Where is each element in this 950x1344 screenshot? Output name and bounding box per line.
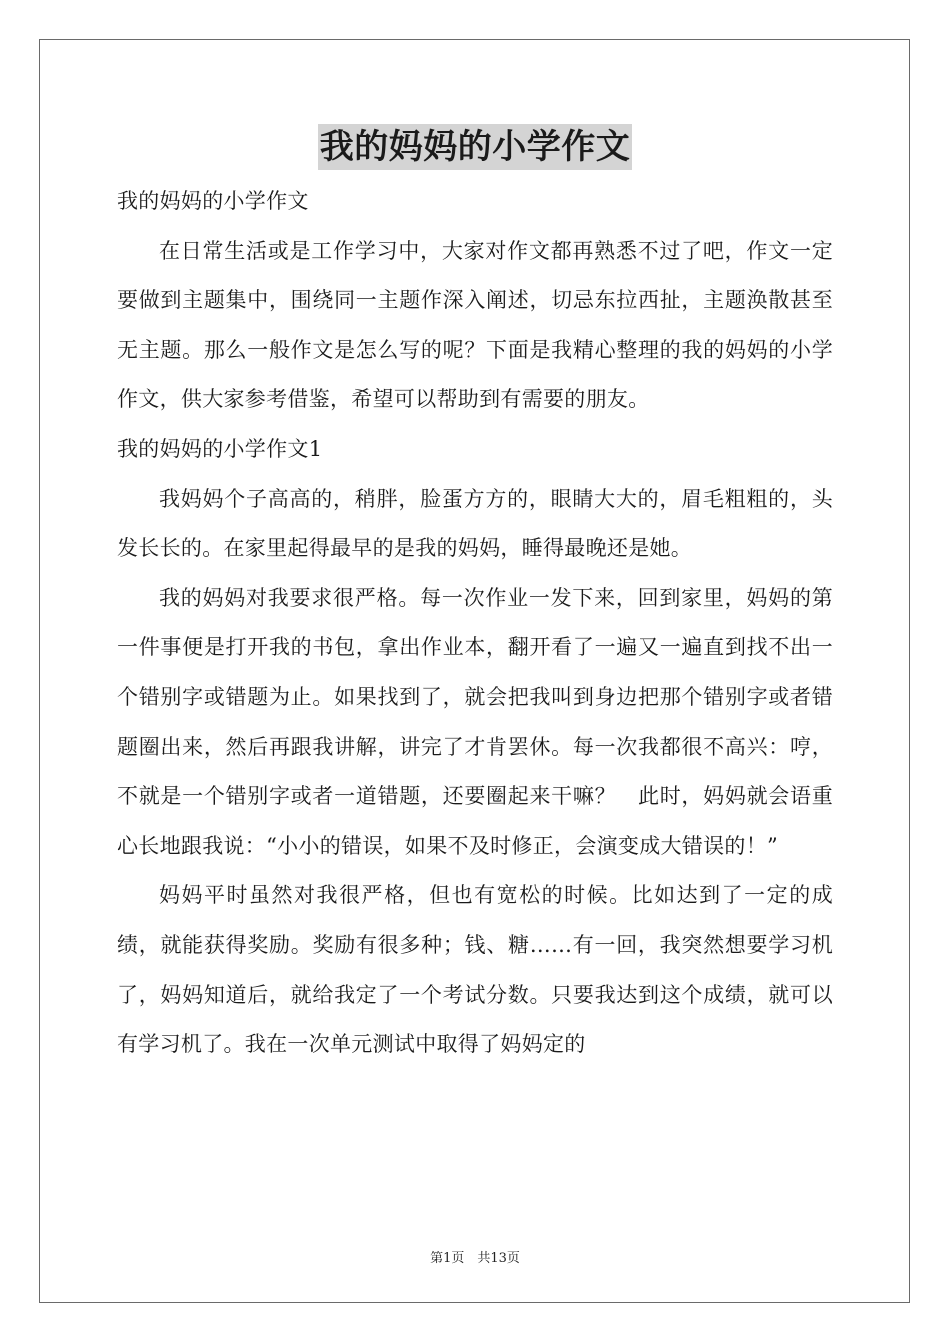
- paragraph-description: 我妈妈个子高高的，稍胖，脸蛋方方的，眼睛大大的，眉毛粗粗的，头发长长的。在家里起得最早的是我的妈妈，睡得最晚还是她。: [117, 486, 833, 561]
- paragraph-intro: 在日常生活或是工作学习中，大家对作文都再熟悉不过了吧，作文一定要做到主题集中，围绕同一主题作深入阐述，切忌东拉西扯，主题涣散甚至无主题。那么一般作文是怎么写的呢？下面是我精心整理的我的妈妈的小学作文，供大家参考借鉴，希望可以帮助到有需要的朋友。: [117, 238, 833, 412]
- page-number: 第1页 共13页: [430, 1251, 520, 1266]
- paragraph-strict: 我的妈妈对我要求很严格。每一次作业一发下来，回到家里，妈妈的第一件事便是打开我的书包，拿出作业本，翻开看了一遍又一遍直到找不出一个错别字或错题为止。如果找到了，就会把我叫到身边把那个错别字或者错题圈出来，然后再跟我讲解，讲完了才肯罢休。每一次我都很不高兴：哼，不就是一个错别字或者一道错题，还要圈起来干嘛？ 此时，妈妈就会语重心长地跟我说：“小小的错误，如果不及时修正，会演变成大错误的！”: [117, 585, 833, 858]
- document-body: [117, 177, 833, 1070]
- paragraph-section-heading: 我的妈妈的小学作文1: [117, 436, 323, 461]
- document-title: 我的妈妈的小学作文: [318, 124, 633, 170]
- title-container: [0, 124, 950, 170]
- paragraph-subtitle: 我的妈妈的小学作文: [117, 189, 309, 213]
- paragraph-reward: 妈妈平时虽然对我很严格，但也有宽松的时候。比如达到了一定的成绩，就能获得奖励。奖励有很多种；钱、糖……有一回，我突然想要学习机了，妈妈知道后，就给我定了一个考试分数。只要我达到这个成绩，就可以有学习机了。我在一次单元测试中取得了妈妈定的: [117, 883, 833, 1057]
